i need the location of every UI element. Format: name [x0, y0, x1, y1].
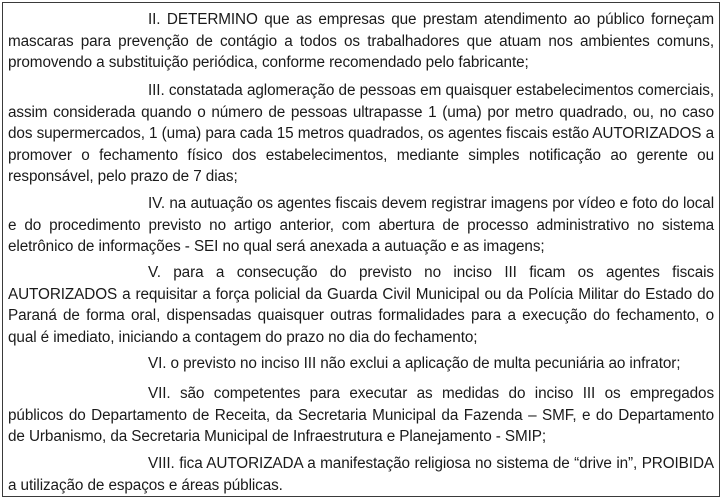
paragraph-vi: VI. o previsto no inciso III não exclui a aplicação de multa pecuniária ao infrator; [148, 355, 681, 372]
paragraph-viii: VIII. fica AUTORIZADA a manifestação religiosa no sistema de “drive in”, PROIBIDA a utilização de espaços e áreas públicas. [8, 455, 714, 494]
paragraph-ii: II. DETERMINO que as empresas que prestam atendimento ao público forneçam mascaras para prevenção de contágio a todos os trabalhadores que atuam nos ambientes comuns, promovendo a substituição periódica, conforme recomendado pelo fabricante; [8, 11, 714, 71]
paragraph-iii: III. constatada aglomeração de pessoas em quaisquer estabelecimentos comerciais, assim considerada quando o número de pessoas ultrapasse 1 (uma) por metro quadrado, ou, no caso dos supermercados, 1 (uma) para cada 15 metros quadrados, os agentes fiscais estão AUTORIZADOS a promover o fechamento físico dos estabelecimentos, mediante simples notificação ao gerente ou responsável, pelo prazo de 7 dias; [8, 82, 714, 185]
document-frame [2, 2, 720, 497]
paragraph-vii: VII. são competentes para executar as medidas do inciso III os empregados públicos do Departamento de Receita, da Secretaria Municipal da Fazenda – SMF, e do Departamento de Urbanismo, da Secretaria Municipal de Infraestrutura e Planejamento - SMIP; [8, 385, 714, 445]
paragraph-v: V. para a consecução do previsto no inciso III ficam os agentes fiscais AUTORIZADOS a requisitar a força policial da Guarda Civil Municipal ou da Polícia Militar do Estado do Paraná de forma oral, dispensadas quaisquer outras formalidades para a execução do fechamento, o qual é imediato, iniciando a contagem do prazo no dia do fechamento; [8, 264, 714, 346]
paragraph-iv: IV. na autuação os agentes fiscais devem registrar imagens por vídeo e foto do local e do procedimento previsto no artigo anterior, com abertura de processo administrativo no sistema eletrônico de informações - SEI no qual será anexada a autuação e as imagens; [8, 195, 714, 255]
